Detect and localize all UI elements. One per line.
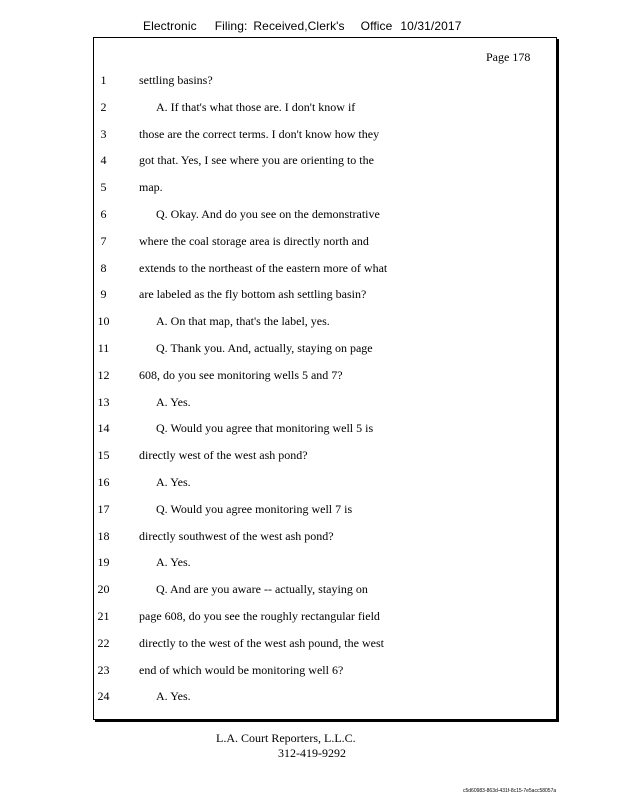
line-number: 16 bbox=[97, 474, 110, 489]
line-number: 8 bbox=[100, 260, 107, 275]
footer-phone: 312-419-9292 bbox=[278, 746, 346, 760]
line-number: 1 bbox=[100, 73, 107, 87]
transcript-line bbox=[0, 473, 618, 500]
line-number: 11 bbox=[97, 340, 110, 355]
line-text: got that. Yes, I see where you are orienting to the bbox=[139, 153, 374, 168]
transcript-line bbox=[0, 312, 618, 339]
line-text: A. On that map, that's the label, yes. bbox=[156, 314, 330, 329]
filing-header-date: 10/31/2017 bbox=[400, 19, 462, 33]
line-text: Q. And are you aware -- actually, staying on bbox=[156, 582, 368, 597]
line-number: 4 bbox=[100, 153, 107, 168]
transcript-line bbox=[0, 500, 618, 527]
page-number: Page 178 bbox=[486, 50, 531, 64]
line-number: 7 bbox=[100, 233, 107, 248]
transcript-line bbox=[0, 419, 618, 446]
transcript-line bbox=[0, 98, 618, 125]
transcript-line bbox=[0, 125, 618, 152]
transcript-line bbox=[0, 285, 618, 312]
transcript-line bbox=[0, 634, 618, 661]
transcript-line bbox=[0, 580, 618, 607]
line-text: Q. Would you agree monitoring well 7 is bbox=[156, 501, 353, 516]
transcript-line bbox=[0, 527, 618, 554]
line-number: 15 bbox=[97, 448, 110, 463]
line-text: settling basins? bbox=[139, 73, 213, 87]
footer-company: L.A. Court Reporters, L.L.C. bbox=[216, 731, 356, 745]
line-text: directly west of the west ash pond? bbox=[139, 448, 308, 463]
line-text: directly to the west of the west ash pound, the west bbox=[139, 635, 384, 650]
transcript-line bbox=[0, 339, 618, 366]
line-text: Q. Thank you. And, actually, staying on page bbox=[156, 340, 373, 355]
transcript-line bbox=[0, 687, 618, 714]
line-text: those are the correct terms. I don't know how they bbox=[139, 126, 380, 141]
document-hash: c5d60983-863d-431f-8c15-7e5acc58057a bbox=[463, 788, 557, 794]
line-text: A. Yes. bbox=[156, 394, 191, 409]
line-number: 22 bbox=[97, 635, 110, 650]
line-number: 9 bbox=[100, 287, 107, 302]
line-text: A. Yes. bbox=[156, 555, 191, 570]
transcript-body bbox=[0, 71, 618, 714]
line-number: 18 bbox=[97, 528, 110, 543]
line-number: 19 bbox=[97, 555, 110, 570]
line-number: 3 bbox=[100, 126, 107, 141]
line-text: A. If that's what those are. I don't know if bbox=[156, 99, 356, 114]
line-text: map. bbox=[139, 180, 163, 195]
line-number: 2 bbox=[100, 99, 107, 114]
transcript-line bbox=[0, 151, 618, 178]
transcript-line bbox=[0, 446, 618, 473]
transcript-line bbox=[0, 661, 618, 688]
transcript-line bbox=[0, 232, 618, 259]
line-text: page 608, do you see the roughly rectangular field bbox=[139, 608, 380, 623]
line-number: 5 bbox=[100, 180, 107, 195]
filing-header bbox=[143, 19, 461, 33]
transcript-line bbox=[0, 259, 618, 286]
line-number: 6 bbox=[100, 206, 107, 221]
transcript-line bbox=[0, 366, 618, 393]
line-number: 13 bbox=[97, 394, 110, 409]
transcript-line bbox=[0, 393, 618, 420]
line-text: 608, do you see monitoring wells 5 and 7? bbox=[139, 367, 343, 382]
transcript-line bbox=[0, 553, 618, 580]
filing-header-filing: Filing: bbox=[214, 19, 248, 33]
transcript-line bbox=[0, 205, 618, 232]
line-number: 24 bbox=[97, 689, 110, 704]
line-text: directly southwest of the west ash pond? bbox=[139, 528, 334, 543]
filing-header-office: Office bbox=[360, 19, 393, 33]
line-number: 17 bbox=[97, 501, 110, 516]
line-text: extends to the northeast of the eastern more of what bbox=[139, 260, 388, 275]
line-number: 14 bbox=[97, 421, 110, 436]
line-text: where the coal storage area is directly north and bbox=[139, 233, 369, 248]
line-number: 12 bbox=[97, 367, 110, 382]
line-text: Q. Okay. And do you see on the demonstrative bbox=[156, 206, 380, 221]
line-text: end of which would be monitoring well 6? bbox=[139, 662, 344, 677]
line-text: Q. Would you agree that monitoring well 5 is bbox=[156, 421, 374, 436]
filing-header-status: Received,Clerk's bbox=[253, 19, 345, 33]
line-number: 20 bbox=[97, 582, 110, 597]
transcript-line bbox=[0, 607, 618, 634]
filing-header-label: Electronic bbox=[143, 19, 197, 33]
line-number: 23 bbox=[97, 662, 110, 677]
line-text: A. Yes. bbox=[156, 474, 191, 489]
line-text: A. Yes. bbox=[156, 689, 191, 704]
transcript-line bbox=[0, 71, 618, 98]
line-text: are labeled as the fly bottom ash settling basin? bbox=[139, 287, 367, 302]
transcript-line bbox=[0, 178, 618, 205]
line-number: 21 bbox=[97, 608, 110, 623]
line-number: 10 bbox=[97, 314, 110, 329]
